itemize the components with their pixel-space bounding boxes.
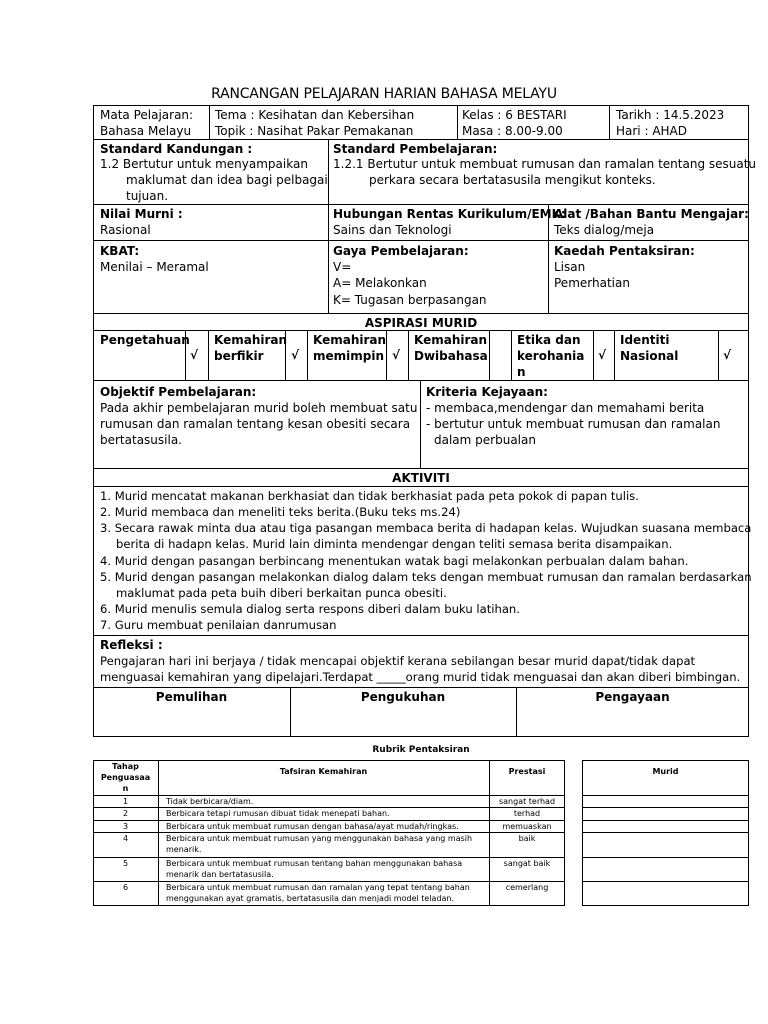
kaedah-item-2: Pemerhatian xyxy=(554,276,630,290)
topik-text: Topik : Nasihat Pakar Pemakanan xyxy=(215,124,414,138)
hubungan-value: Sains dan Teknologi xyxy=(333,223,452,237)
masa-text: Masa : 8.00-9.00 xyxy=(462,124,563,138)
standard-kandungan-line3: tujuan. xyxy=(126,189,169,203)
kaedah-pentaksiran-label: Kaedah Pentaksiran: xyxy=(554,244,695,258)
aspirasi-kemahiran-dwibahasa-2: Dwibahasa xyxy=(414,349,488,363)
aktiviti-3-cont: berita di hadapn kelas. Murid lain diminta mendengar dengan teliti semasa berita disampaikan. xyxy=(116,537,673,551)
rubrik-row-tafsiran: Berbicara untuk membuat rumusan yang menggunakan bahasa yang masih xyxy=(166,834,473,843)
mata-pelajaran-value: Bahasa Melayu xyxy=(100,124,192,138)
rubrik-row-tafsiran-cont: menarik. xyxy=(166,845,202,854)
refleksi-label: Refleksi : xyxy=(100,638,163,652)
standard-pembelajaran-label: Standard Pembelajaran: xyxy=(333,142,498,156)
aktiviti-7: 7. Guru membuat penilaian danrumusan xyxy=(100,618,337,632)
rubrik-row-tafsiran-cont: menarik dan bertatasusila. xyxy=(166,870,274,879)
tick-identiti: √ xyxy=(723,348,732,362)
objektif-line1: Pada akhir pembelajaran murid boleh membuat satu xyxy=(100,401,418,415)
pengukuhan-heading: Pengukuhan xyxy=(360,690,446,704)
rubrik-row-prestasi: sangat baik xyxy=(503,859,551,868)
rubrik-row-tafsiran: Berbicara untuk membuat rumusan dengan bahasa/ayat mudah/ringkas. xyxy=(166,822,459,831)
refleksi-line1: Pengajaran hari ini berjaya / tidak mencapai objektif kerana sebilangan besar murid dapat/tidak dapat xyxy=(100,654,696,668)
gaya-k: K= Tugasan berpasangan xyxy=(333,293,487,307)
gaya-v: V= xyxy=(333,260,352,274)
aspirasi-etika-3: n xyxy=(517,365,526,379)
pengayaan-heading: Pengayaan xyxy=(595,690,670,704)
aspirasi-kemahiran-berfikir-2: berfikir xyxy=(214,349,264,363)
rubrik-header-tahap-3: n xyxy=(122,784,129,793)
kbat-label: KBAT: xyxy=(100,244,140,258)
nilai-murni-label: Nilai Murni : xyxy=(100,207,183,221)
mata-pelajaran-label: Mata Pelajaran: xyxy=(100,108,194,122)
rubrik-title: Rubrik Pentaksiran xyxy=(372,745,470,755)
rubrik-row-prestasi: memuaskan xyxy=(502,822,552,831)
nilai-murni-value: Rasional xyxy=(100,223,151,237)
rubrik-row-tafsiran-cont: menggunakan ayat gramatis, bertatasusila dan menjadi model teladan. xyxy=(166,894,455,903)
kriteria-label: Kriteria Kejayaan: xyxy=(426,385,548,399)
aspirasi-identiti-2: Nasional xyxy=(620,349,679,363)
standard-kandungan-line2: maklumat dan idea bagi pelbagai xyxy=(126,173,328,187)
aspirasi-heading: ASPIRASI MURID xyxy=(364,316,478,330)
standard-kandungan-label: Standard Kandungan : xyxy=(100,142,253,156)
hari-text: Hari : AHAD xyxy=(616,124,687,138)
alat-bahan-label: Alat /Bahan Bantu Mengajar: xyxy=(554,207,749,221)
aspirasi-identiti: Identiti xyxy=(620,333,670,347)
kriteria-line1: - membaca,mendengar dan memahami berita xyxy=(426,401,705,415)
refleksi-line2: menguasai kemahiran yang dipelajari.Terdapat _____orang murid tidak menguasai dan akan diberi bimbingan. xyxy=(100,670,741,684)
aktiviti-1: 1. Murid mencatat makanan berkhasiat dan tidak berkhasiat pada peta pokok di papan tulis. xyxy=(100,489,639,503)
aktiviti-2: 2. Murid membaca dan meneliti teks berita.(Buku teks ms.24) xyxy=(100,505,461,519)
hubungan-label: Hubungan Rentas Kurikulum/EMK: xyxy=(333,207,566,221)
aspirasi-kemahiran-berfikir: Kemahiran xyxy=(214,333,288,347)
objektif-line2: rumusan dan ramalan tentang kesan obesiti secara xyxy=(100,417,411,431)
standard-pembelajaran-line1: 1.2.1 Bertutur untuk membuat rumusan dan ramalan tentang sesuatu xyxy=(333,157,757,171)
rubrik-row-tahap: 2 xyxy=(122,809,129,818)
rubrik-header-tafsiran: Tafsiran Kemahiran xyxy=(279,767,368,776)
tick-etika: √ xyxy=(598,348,607,362)
kelas-text: Kelas : 6 BESTARI xyxy=(462,108,567,122)
rubrik-row-tahap: 5 xyxy=(122,859,129,868)
rubrik-row-prestasi: terhad xyxy=(513,809,541,818)
aktiviti-6: 6. Murid menulis semula dialog serta respons diberi dalam buku latihan. xyxy=(100,602,520,616)
aktiviti-heading: AKTIVITI xyxy=(392,471,450,485)
rubrik-row-tafsiran: Berbicara tetapi rumusan dibuat tidak menepati bahan. xyxy=(166,809,390,818)
aspirasi-etika-2: kerohania xyxy=(517,349,585,363)
standard-pembelajaran-line2: perkara secara bertatasusila mengikut konteks. xyxy=(369,173,656,187)
rubrik-header-tahap-2: Penguasaa xyxy=(100,773,151,782)
aspirasi-kemahiran-dwibahasa: Kemahiran xyxy=(414,333,488,347)
aktiviti-4: 4. Murid dengan pasangan berbincang menentukan watak bagi melakonkan perbualan dalam bahan. xyxy=(100,554,689,568)
aktiviti-5: 5. Murid dengan pasangan melakonkan dialog dalam teks dengan membuat rumusan dan ramalan berdasarkan xyxy=(100,570,752,584)
kbat-value: Menilai – Meramal xyxy=(100,260,209,274)
objektif-line3: bertatasusila. xyxy=(100,433,182,447)
rubrik-row-prestasi: sangat terhad xyxy=(498,797,556,806)
aspirasi-kemahiran-memimpin-2: memimpin xyxy=(313,349,385,363)
rubrik-row-tahap: 6 xyxy=(122,883,129,892)
gaya-pembelajaran-label: Gaya Pembelajaran: xyxy=(333,244,469,258)
rubrik-row-prestasi: baik xyxy=(518,834,536,843)
tarikh-text: Tarikh : 14.5.2023 xyxy=(616,108,725,122)
kaedah-item-1: Lisan xyxy=(554,260,586,274)
rubrik-header-prestasi: Prestasi xyxy=(508,767,546,776)
alat-bahan-value: Teks dialog/meja xyxy=(554,223,655,237)
rubrik-row-prestasi: cemerlang xyxy=(505,883,549,892)
kriteria-line3: dalam perbualan xyxy=(434,433,536,447)
rubrik-row-tahap: 4 xyxy=(122,834,129,843)
tick-berfikir: √ xyxy=(291,348,300,362)
pemulihan-heading: Pemulihan xyxy=(155,690,228,704)
aspirasi-kemahiran-memimpin: Kemahiran xyxy=(313,333,387,347)
kriteria-line2: - bertutur untuk membuat rumusan dan ramalan xyxy=(426,417,721,431)
gaya-a: A= Melakonkan xyxy=(333,276,427,290)
rubrik-row-tahap: 3 xyxy=(122,822,129,831)
aspirasi-pengetahuan: Pengetahuan xyxy=(100,333,190,347)
objektif-label: Objektif Pembelajaran: xyxy=(100,385,257,399)
aktiviti-5-cont: maklumat pada peta buih diberi berkaitan punca obesiti. xyxy=(116,586,447,600)
rubrik-row-tafsiran: Berbicara untuk membuat rumusan tentang bahan menggunakan bahasa xyxy=(166,859,463,868)
tick-memimpin: √ xyxy=(392,348,401,362)
rubrik-row-tafsiran: Berbicara untuk membuat rumusan dan ramalan yang tepat tentang bahan xyxy=(166,883,470,892)
document-title: RANCANGAN PELAJARAN HARIAN BAHASA MELAYU xyxy=(211,86,557,102)
rubrik-header-murid: Murid xyxy=(652,767,679,776)
standard-kandungan-line1: 1.2 Bertutur untuk menyampaikan xyxy=(100,157,308,171)
rubrik-row-tafsiran: Tidak berbicara/diam. xyxy=(166,797,254,806)
aspirasi-etika: Etika dan xyxy=(517,333,581,347)
tema-text: Tema : Kesihatan dan Kebersihan xyxy=(215,108,415,122)
rubrik-murid-table xyxy=(582,760,749,906)
rubrik-row-tahap: 1 xyxy=(122,797,129,806)
tick-pengetahuan: √ xyxy=(190,348,199,362)
rubrik-header-tahap: Tahap xyxy=(112,762,139,771)
aktiviti-3: 3. Secara rawak minta dua atau tiga pasangan membaca berita di hadapan kelas. Wujudkan suasana membaca xyxy=(100,521,752,535)
